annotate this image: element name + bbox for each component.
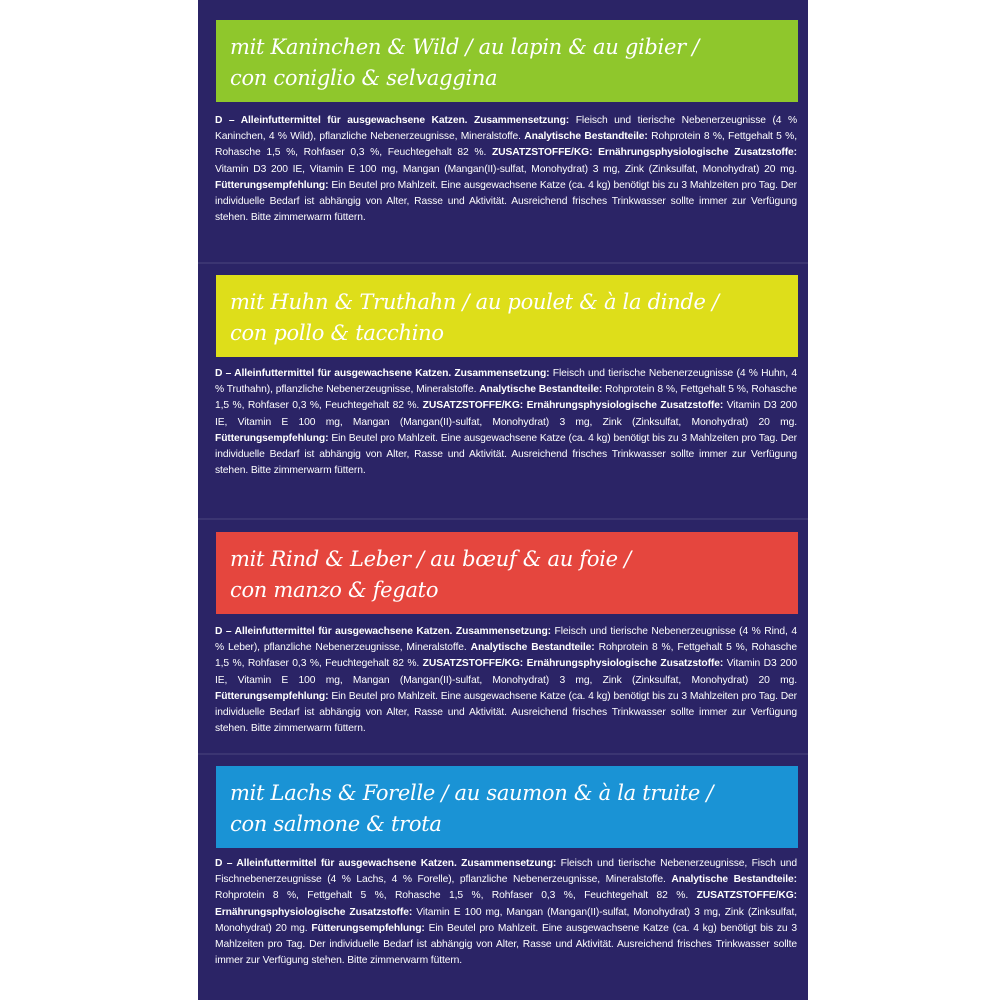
additives-label: ZUSATZSTOFFE/KG: Ernährungsphysiologische Zusatzstoffe: xyxy=(491,147,797,159)
flavor-description xyxy=(215,624,797,737)
composition-text: Fleisch und tierische Nebenerzeugnisse, Fisch und Fischnebenerzeugnisse (4 % Lachs, 4 % Forelle), pflanzliche Nebenerzeugnisse, Mineralstoffe. xyxy=(215,858,797,886)
composition-label: Zusammensetzung: xyxy=(461,858,557,869)
additives-text: Vitamin D3 200 IE, Vitamin E 100 mg, Mangan (Mangan(II)-sulfat, Monohydrat) 3 mg, Zink (Zinksulfat, Monohydrat) 20 mg. xyxy=(215,400,797,428)
composition-label: Zusammensetzung: xyxy=(454,368,550,379)
product-type: D – Alleinfuttermittel für ausgewachsene Katzen. xyxy=(215,626,453,637)
analysis-label: Analytische Bestandteile: xyxy=(671,874,797,886)
flavor-title-line2: con salmone & trota xyxy=(230,812,442,836)
flavor-band-rabbit-game xyxy=(216,20,798,102)
feeding-label: Fütterungsempfehlung: xyxy=(215,690,329,702)
fold-crease xyxy=(198,518,808,520)
product-type: D – Alleinfuttermittel für ausgewachsene Katzen. xyxy=(215,858,457,869)
flavor-title-line2: con manzo & fegato xyxy=(230,578,439,602)
additives-label: ZUSATZSTOFFE/KG: Ernährungsphysiologische Zusatzstoffe: xyxy=(422,400,724,412)
analysis-text: Rohprotein 8 %, Fettgehalt 5 %, Rohasche 1,5 %, Rohfaser 0,3 %, Feuchtegehalt 82 %. xyxy=(215,890,689,902)
flavor-title-line2: con pollo & tacchino xyxy=(230,321,444,345)
feeding-label: Fütterungsempfehlung: xyxy=(215,179,329,191)
product-type: D – Alleinfuttermittel für ausgewachsene Katzen. xyxy=(215,115,468,126)
additives-text: Vitamin D3 200 IE, Vitamin E 100 mg, Mangan (Mangan(II)-sulfat, Monohydrat) 3 mg, Zink (Zinksulfat, Monohydrat) 20 mg. xyxy=(215,658,797,686)
analysis-text: Rohprotein 8 %, Fettgehalt 5 %, Rohasche 1,5 %, Rohfaser 0,3 %, Feuchtegehalt 82 %. xyxy=(215,131,797,159)
flavor-title-line1: mit Lachs & Forelle / au saumon & à la truite / xyxy=(230,781,714,805)
composition-text: Fleisch und tierische Nebenerzeugnisse (4 % Rind, 4 % Leber), pflanzliche Nebenerzeugnisse, Mineralstoffe. xyxy=(215,626,797,654)
additives-text: Vitamin E 100 mg, Mangan (Mangan(II)-sulfat, Monohydrat) 3 mg, Zink (Zinksulfat, Monohydrat) 20 mg. xyxy=(215,906,797,934)
composition-label: Zusammensetzung: xyxy=(455,626,551,637)
fold-crease xyxy=(198,753,808,755)
analysis-label: Analytische Bestandteile: xyxy=(524,131,648,143)
analysis-label: Analytische Bestandteile: xyxy=(470,642,595,654)
feeding-text: Ein Beutel pro Mahlzeit. Eine ausgewachsene Katze (ca. 4 kg) benötigt bis zu 3 Mahlzeiten pro Tag. Der individuelle Bedarf ist abhängig von Alter, Rasse und Aktivität. Ausreichend frisches Trinkwasser sollte immer zur Verfügung stehen. Bitte zimmerwarm füttern. xyxy=(215,179,797,224)
flavor-title-line1: mit Kaninchen & Wild / au lapin & au gibier / xyxy=(230,35,699,59)
additives-label: ZUSATZSTOFFE/KG: Ernährungsphysiologische Zusatzstoffe: xyxy=(215,890,797,918)
additives-text: Vitamin D3 200 IE, Vitamin E 100 mg, Mangan (Mangan(II)-sulfat, Monohydrat) 3 mg, Zink (Zinksulfat, Monohydrat) 20 mg. xyxy=(215,163,797,175)
flavor-title-line1: mit Huhn & Truthahn / au poulet & à la dinde / xyxy=(230,290,719,314)
label-panel xyxy=(198,0,808,1000)
fold-crease xyxy=(198,262,808,264)
product-type: D – Alleinfuttermittel für ausgewachsene Katzen. xyxy=(215,368,452,379)
flavor-band-salmon-trout xyxy=(216,766,798,848)
composition-text: Fleisch und tierische Nebenerzeugnisse (4 % Kaninchen, 4 % Wild), pflanzliche Nebenerzeugnisse, Mineralstoffe. xyxy=(215,115,798,143)
feeding-text: Ein Beutel pro Mahlzeit. Eine ausgewachsene Katze (ca. 4 kg) benötigt bis zu 3 Mahlzeiten pro Tag. Der individuelle Bedarf ist abhängig von Alter, Rasse und Aktivität. Ausreichend frisches Trinkwasser sollte immer zur Verfügung stehen. Bitte zimmerwarm füttern. xyxy=(215,690,797,735)
flavor-title-line2: con coniglio & selvaggina xyxy=(230,66,498,90)
flavor-title-line1: mit Rind & Leber / au bœuf & au foie / xyxy=(230,547,631,571)
feeding-label: Fütterungsempfehlung: xyxy=(311,922,425,934)
feeding-label: Fütterungsempfehlung: xyxy=(215,432,329,444)
flavor-description xyxy=(215,366,797,479)
composition-text: Fleisch und tierische Nebenerzeugnisse (4 % Huhn, 4 % Truthahn), pflanzliche Nebenerzeugnisse, Mineralstoffe. xyxy=(215,368,797,396)
feeding-text: Ein Beutel pro Mahlzeit. Eine ausgewachsene Katze (ca. 4 kg) benötigt bis zu 3 Mahlzeiten pro Tag. Der individuelle Bedarf ist abhängig von Alter, Rasse und Aktivität. Ausreichend frisches Trinkwasser sollte immer zur Verfügung stehen. Bitte zimmerwarm füttern. xyxy=(215,432,797,477)
analysis-label: Analytische Bestandteile: xyxy=(479,384,603,396)
analysis-text: Rohprotein 8 %, Fettgehalt 5 %, Rohasche 1,5 %, Rohfaser 0,3 %, Feuchtegehalt 82 %. xyxy=(215,384,797,412)
flavor-band-chicken-turkey xyxy=(216,275,798,357)
composition-label: Zusammensetzung: xyxy=(474,115,570,126)
additives-label: ZUSATZSTOFFE/KG: Ernährungsphysiologische Zusatzstoffe: xyxy=(422,658,724,670)
flavor-band-beef-liver xyxy=(216,532,798,614)
flavor-description xyxy=(215,856,797,969)
analysis-text: Rohprotein 8 %, Fettgehalt 5 %, Rohasche 1,5 %, Rohfaser 0,3 %, Feuchtegehalt 82 %. xyxy=(215,642,798,670)
feeding-text: Ein Beutel pro Mahlzeit. Eine ausgewachsene Katze (ca. 4 kg) benötigt bis zu 3 Mahlzeiten pro Tag. Der individuelle Bedarf ist abhängig von Alter, Rasse und Aktivität. Ausreichend frisches Trinkwasser sollte immer zur Verfügung stehen. Bitte zimmerwarm füttern. xyxy=(215,922,797,967)
flavor-description xyxy=(215,113,797,226)
